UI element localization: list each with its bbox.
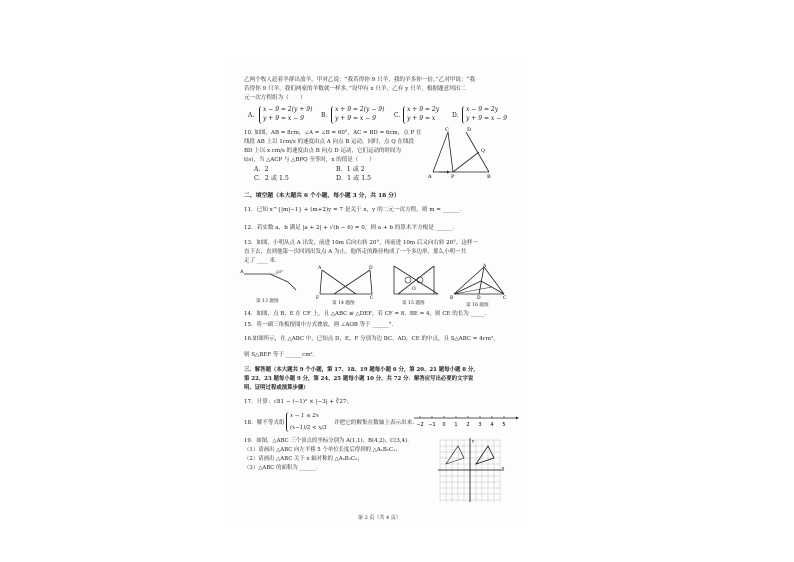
tick-label: 3: [478, 422, 482, 428]
q10-line3: BD 上以 x cm/s 的速度由点 B 向点 D 运动，它们运动的时间为: [244, 148, 401, 154]
option-letter: C.: [394, 112, 401, 119]
fig15: [390, 264, 442, 298]
tick-label: −1: [428, 422, 436, 428]
q10-figure: [428, 127, 491, 180]
axis-x-label: x: [502, 465, 505, 470]
axis-y-label: y: [472, 438, 475, 443]
fig14-label-d: D: [369, 266, 373, 271]
fig16-caption: 第 16 题图: [466, 303, 489, 308]
q17: 17．计算：√81 − (−1)³ × |−3| + ∛27；: [244, 399, 353, 405]
q10-option-a: A．2: [254, 166, 269, 173]
q11: 11．已知 x^{|m|−1} + (m+2)y = 7 是关于 x，y 的二元一次方程，则 m = ______．: [244, 207, 466, 213]
equation-1: x − 9 = 2y: [466, 106, 499, 113]
q13-line2: 直下去，直到他第一次回到出发点 A 为止，他所走的路径构成了一个多边形，那么小明一共: [244, 249, 466, 255]
section3-title-line1: 三、解答题（本大题共 9 个小题，第 17、18、19 题每小题 6 分，第 20、21 题每小题 8 分，: [244, 367, 479, 373]
equation-1: x − 9 = 2(y + 9): [263, 106, 313, 113]
fig14-label-a: A: [318, 266, 322, 271]
fig16-label-c: C: [503, 296, 507, 301]
fig16-label-d: D: [477, 296, 481, 301]
equation-2: y + 9 = x − 9: [263, 115, 304, 122]
tick-label: 1: [454, 422, 458, 428]
label-b: B: [487, 174, 491, 180]
q10-option-b: B．1 或 2: [336, 166, 365, 173]
fig13: [240, 268, 300, 296]
number-line: [412, 414, 522, 428]
q12: 12．若实数 a，b 满足 |a + 2| + √(b − 6) = 0，则 a + b 的算术平方根是 ______．: [244, 225, 458, 231]
label-a: A: [428, 174, 432, 180]
q19-grid: [438, 438, 508, 504]
q14: 14．如图，点 B，E 在 CF 上，且 △ABC ≌ △DEF，若 CF = 8，BE = 4，则 CE 的长为 _____．: [244, 311, 490, 317]
tick-label: 5: [502, 422, 506, 428]
q10-line4: t(s)，当 △ACP 与 △BPQ 全等时，x 的值是（ ）: [244, 157, 375, 163]
q9-line2: 若得你 9 只羊，我们两家的羊数就一样多。”设甲有 x 只羊，乙有 y 只羊，根据题意列出二: [244, 86, 466, 92]
q18-eq1: x − 1 ≤ 2x: [290, 413, 319, 419]
equation-1: x + 9 = 2(y − 9): [335, 106, 385, 113]
fig13-label-a: A: [240, 269, 244, 275]
q15: 15．将一副三角板按图中方式叠放，则 ∠AOB 等于 ______°．: [244, 322, 398, 328]
equation-2: y + 9 = x − 9: [335, 115, 376, 122]
tick-label: 4: [490, 422, 494, 428]
q13-line3: 走了 ____ 米．: [244, 258, 281, 264]
fig14: [316, 266, 376, 301]
angle-label: 20°: [276, 269, 284, 274]
section3-title-line3: 明、证明过程或演算步骤）: [244, 385, 309, 391]
label-d: D: [467, 127, 472, 133]
q19-line4: （3）△ABC 的面积为 ______．: [244, 465, 321, 471]
q19-line2: （1）请画出 △ABC 向左平移 5 个单位长度后得到的 △A₁B₁C₁；: [244, 447, 401, 453]
page-footer: 第 2 页（共 4 页）: [358, 515, 401, 521]
label-c: C: [445, 127, 449, 133]
fig13-caption: 第 13 题图: [256, 299, 279, 304]
q16-line2: 则 S△BEF 等于 ______cm²．: [244, 352, 319, 358]
tick-label: 2: [466, 422, 470, 428]
label-p: P: [451, 174, 455, 180]
q9-line1: 乙两个牧人赶着羊群出放羊，甲对乙说：“我若得你 9 只羊，我的羊多你一倍。”乙对甲说：“我: [244, 77, 476, 83]
section3-title-line2: 第 22、23 题每小题 9 分，第 24、25 题每小题 10 分，共 72 分．解答应写出必要的文字说: [244, 376, 474, 382]
q9-line3: 元一次方程组为（ ）: [244, 95, 306, 101]
tick-label: 0: [442, 422, 446, 428]
fig14-label-c: C: [370, 296, 374, 301]
tick-label: −2: [416, 422, 424, 428]
fig16-label-b: B: [450, 296, 454, 301]
fig15-label-o: O: [412, 287, 416, 292]
q19-line3: （2）请画出 △ABC 关于 x 轴对称的 △A₂B₂C₂；: [244, 456, 363, 462]
exam-page: [226, 58, 528, 528]
q10-option-d: D．1 或 1.5: [336, 175, 372, 182]
equation-1: x + 9 = 2y: [407, 106, 440, 113]
q13-line1: 13．如图，小明从点 A 出发，前进 10m 后向右转 20°，再前进 10m 后又向右转 20°，这样一: [244, 240, 478, 246]
fig16-label-a: A: [483, 264, 487, 269]
label-q: Q: [481, 148, 486, 154]
section2-title: 二、填空题（本大题共 6 个小题，每小题 3 分，共 18 分）: [244, 193, 400, 199]
q10-line2: 线段 AB 上以 1cm/s 的速度由点 A 向点 B 运动，同时，点 Q 在线段: [244, 139, 414, 145]
option-letter: A.: [248, 112, 255, 119]
q18-suffix: 并把它的解集在数轴上表示出来．: [334, 420, 418, 426]
option-letter: D.: [452, 112, 459, 119]
equation-2: y + 9 = x: [407, 115, 436, 122]
fig15-caption: 第 15 题图: [402, 301, 425, 306]
fig14-label-f: F: [316, 296, 320, 301]
q18-prefix: 18．解不等式组: [244, 420, 285, 426]
equation-2: y + 9 = x − 9: [466, 115, 507, 122]
q16-line1: 16.如图所示，在 △ABC 中，已知点 D，E，F 分别为边 BC，AD，CE 的中点，且 S△ABC = 4cm²，: [244, 336, 499, 342]
q10-option-c: C．2 或 1.5: [254, 175, 289, 182]
option-letter: B.: [321, 112, 328, 119]
q10-line1: 10. 如图，AB = 8cm，∠A = ∠B = 60°，AC = BD = 6cm，点 P 在: [244, 130, 422, 136]
q18-eq2: (x−1)/2 < x/3: [290, 425, 327, 431]
q19-line1: 19．如图，△ABC 三个顶点的坐标分别为 A(1,1)、B(4,2)、C(3,4)．: [244, 438, 413, 444]
fig16: [450, 264, 508, 300]
fig14-caption: 第 14 题图: [332, 301, 355, 306]
